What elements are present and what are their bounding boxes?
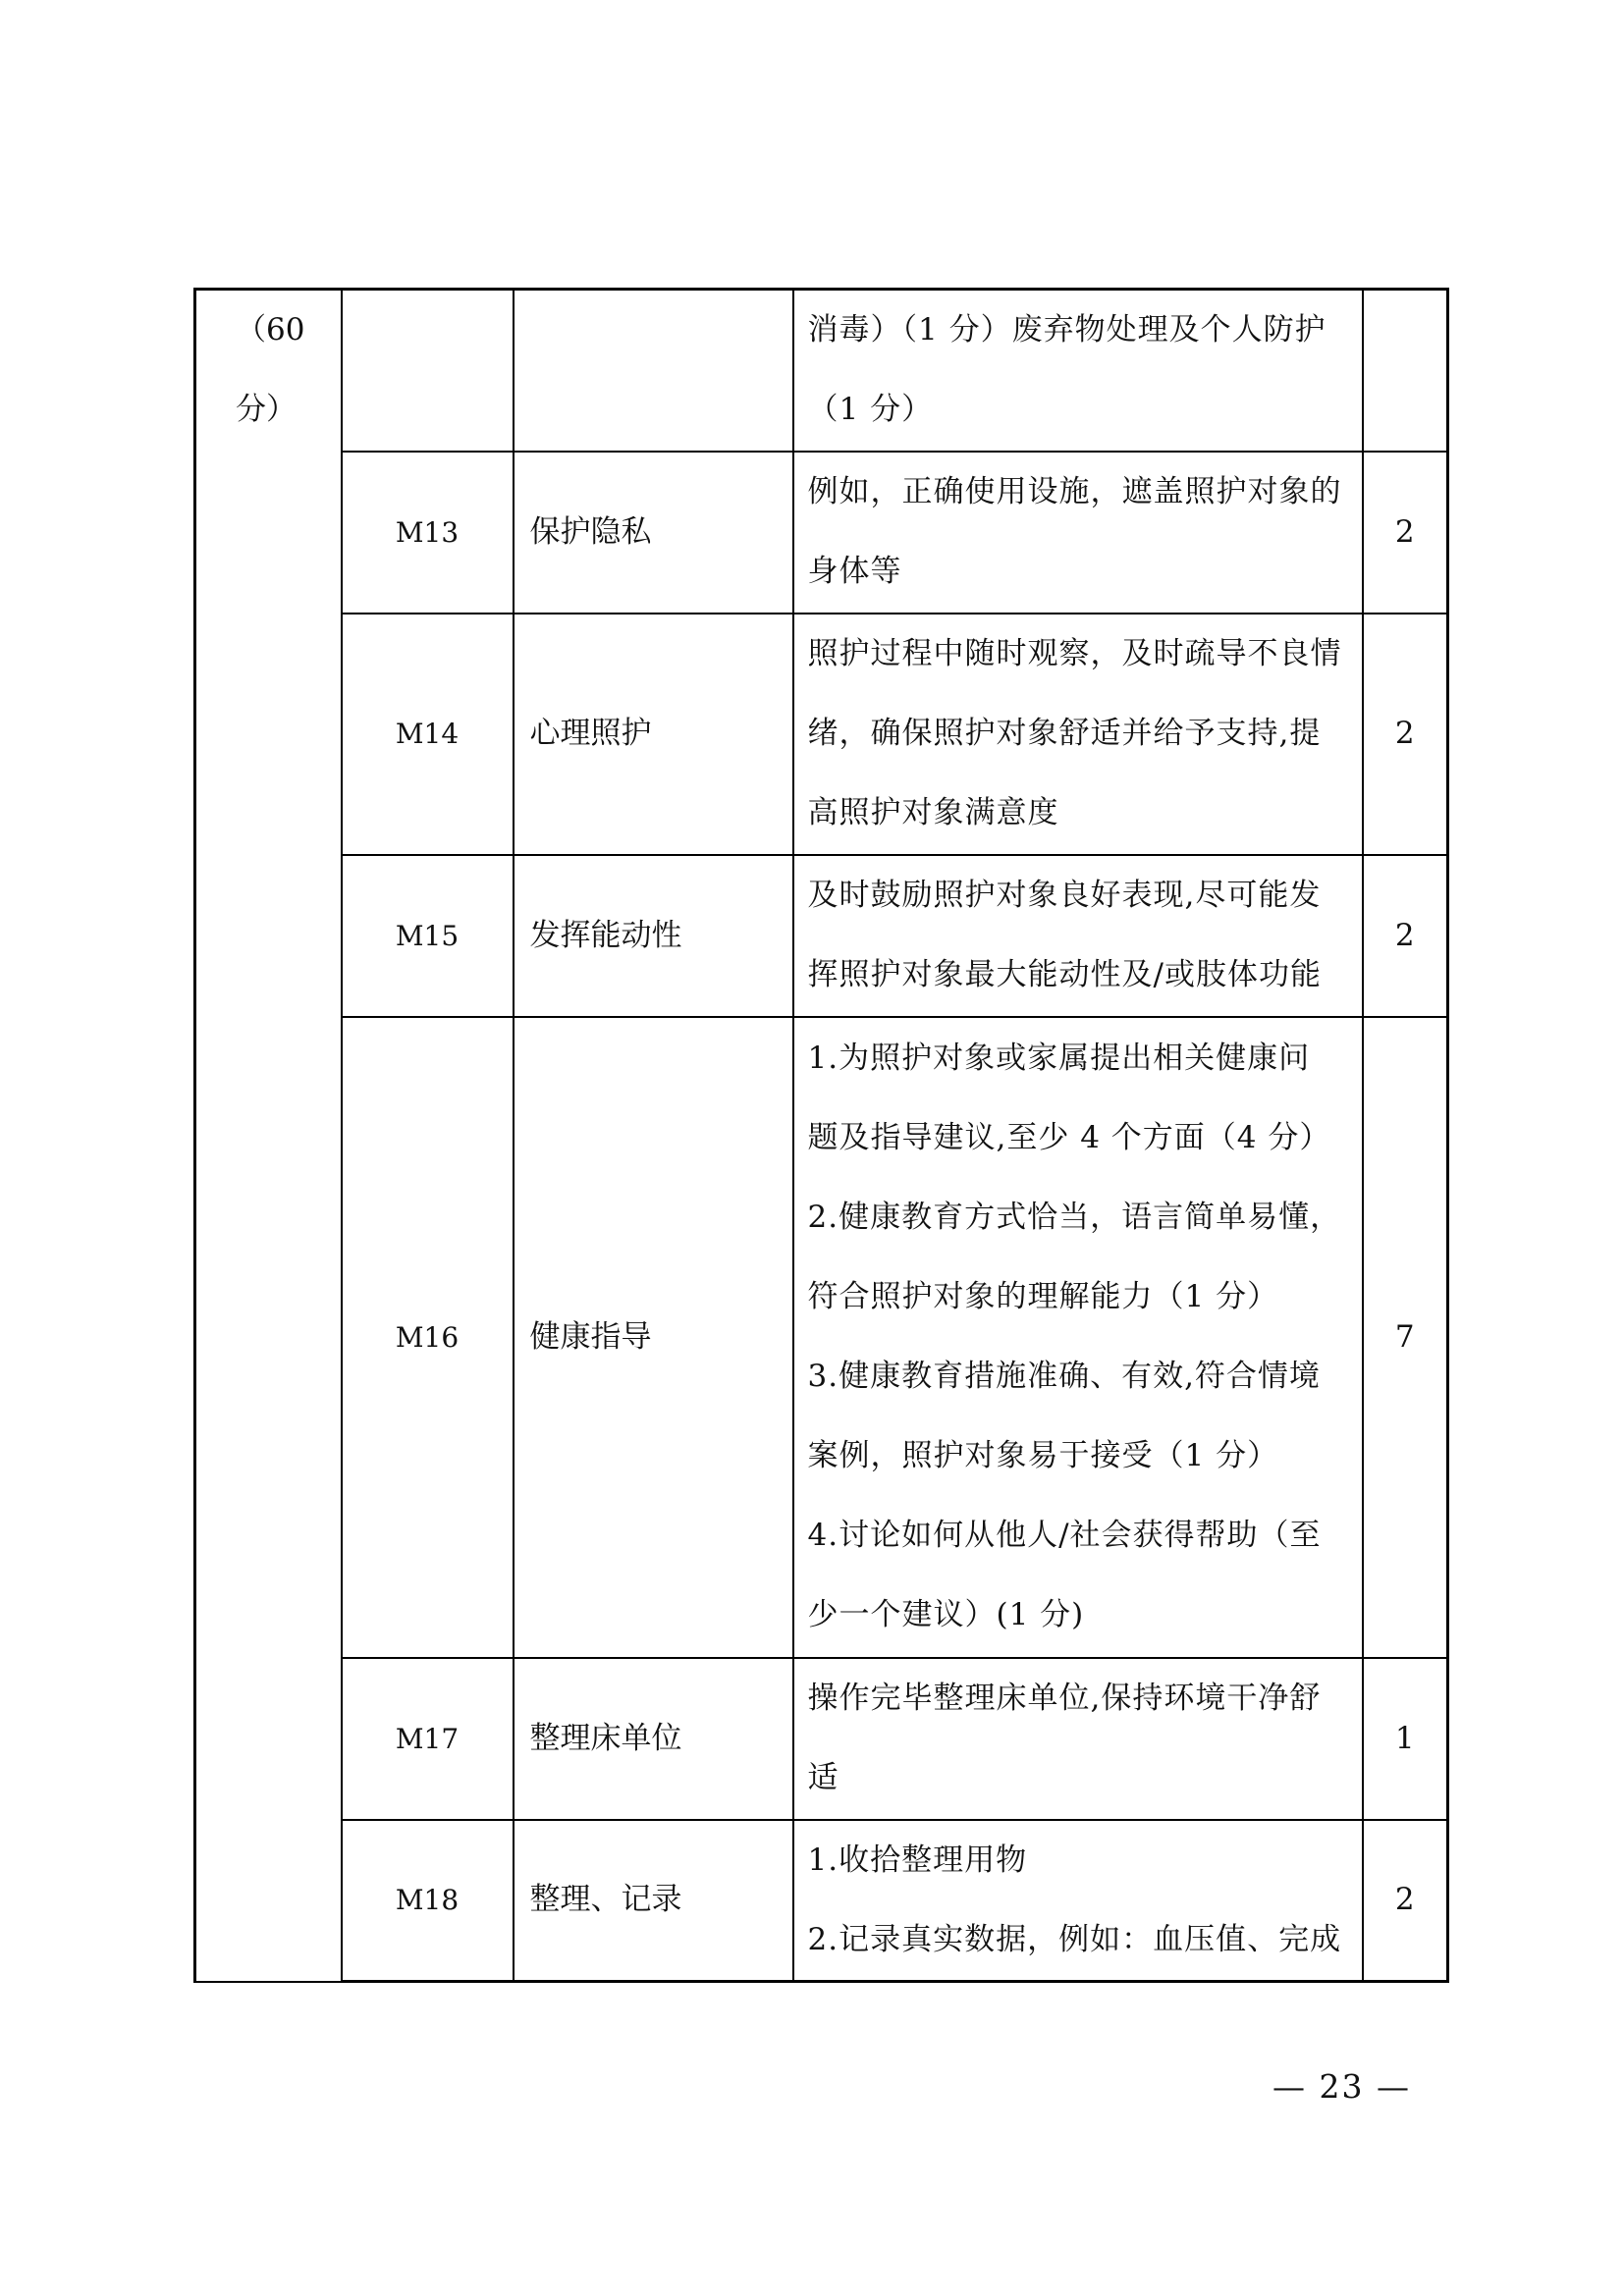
item-name [514,290,793,452]
requirement-text: 照护过程中随时观察，及时疏导不良情 绪，确保照护对象舒适并给予支持,提 高照护对象满意度 [807,636,1342,830]
table-row [195,290,1448,452]
item-score: 2 [1363,614,1448,855]
category-score-line2: 分） [236,392,297,427]
item-score [1363,290,1448,452]
item-score: 1 [1363,1658,1448,1820]
item-requirement [793,1658,1363,1820]
item-name: 健康指导 [514,1017,793,1658]
requirement-text: 1.收拾整理用物 2.记录真实数据，例如：血压值、完成 [807,1842,1342,1957]
item-code [342,290,514,452]
item-code: M17 [342,1658,514,1820]
item-requirement [793,452,1363,614]
page-number: — 23 — [1272,2067,1411,2106]
item-requirement [793,290,1363,452]
item-code: M15 [342,855,514,1017]
item-score: 2 [1363,452,1448,614]
table-row [195,855,1448,1017]
item-code: M13 [342,452,514,614]
item-requirement [793,614,1363,855]
item-name: 整理床单位 [514,1658,793,1820]
item-score: 2 [1363,855,1448,1017]
item-requirement [793,1017,1363,1658]
requirement-text: 1.为照护对象或家属提出相关健康问 题及指导建议,至少 4 个方面（4 分） 2.健康教育方式恰当，语言简单易懂， 符合照护对象的理解能力（1 分） 3.健康教育措施准确、有效,符合情境 案例，照护对象易于接受（1 分） 4.讨论如何从他人/社会获得帮助（至 少一个建议）(1 分) [807,1041,1342,1632]
item-code: M18 [342,1820,514,1982]
item-code: M14 [342,614,514,855]
requirement-text: 例如，正确使用设施，遮盖照护对象的 身体等 [807,474,1342,589]
table-row [195,614,1448,855]
category-cell [195,290,342,1982]
item-name: 保护隐私 [514,452,793,614]
table-row [195,452,1448,614]
scoring-table [193,288,1449,1983]
item-name: 整理、记录 [514,1820,793,1982]
item-name: 心理照护 [514,614,793,855]
category-score-line1: （60 [236,312,305,347]
item-name: 发挥能动性 [514,855,793,1017]
item-score: 2 [1363,1820,1448,1982]
table-row [195,1820,1448,1982]
item-requirement [793,1820,1363,1982]
table-row [195,1658,1448,1820]
requirement-text: 及时鼓励照护对象良好表现,尽可能发 挥照护对象最大能动性及/或肢体功能 [807,878,1322,992]
item-code: M16 [342,1017,514,1658]
requirement-text: 操作完毕整理床单位,保持环境干净舒 适 [807,1681,1322,1795]
table-row [195,1017,1448,1658]
item-score: 7 [1363,1017,1448,1658]
item-requirement [793,855,1363,1017]
requirement-text: 消毒）（1 分）废弃物处理及个人防护 （1 分） [807,312,1326,428]
